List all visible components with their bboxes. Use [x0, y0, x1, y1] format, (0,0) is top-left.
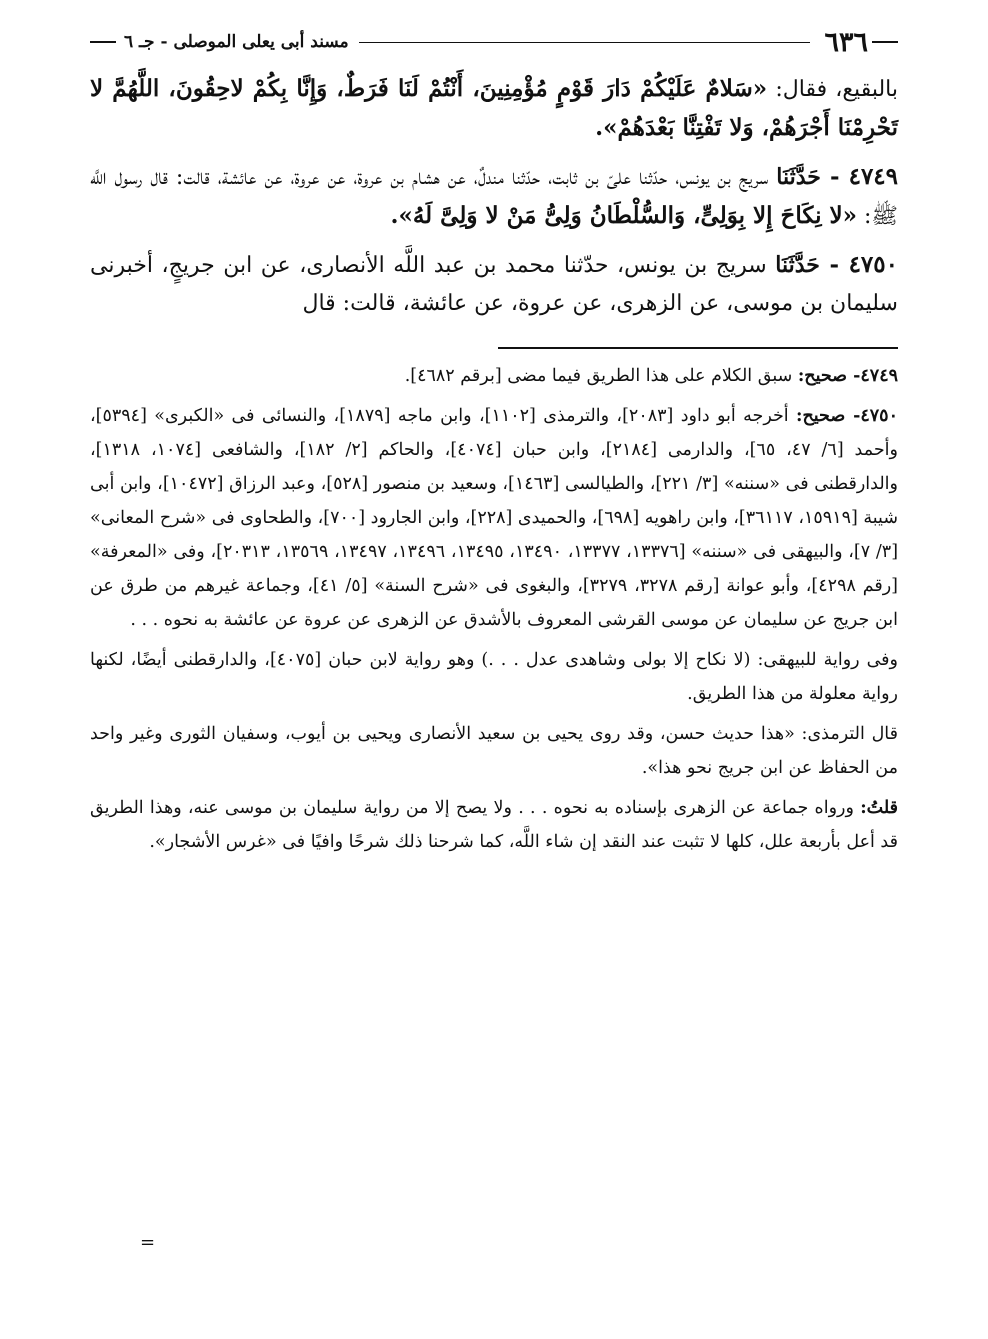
- page-header: [90, 22, 898, 62]
- hadith-number: ٤٧٤٩: [848, 163, 899, 190]
- haddathana: حَدَّثَنَا: [775, 252, 820, 278]
- footnote-label: ٤٧٥٠- صحيح:: [796, 406, 898, 426]
- hadith-4748-tail: [90, 70, 898, 148]
- footnotes: [90, 359, 898, 859]
- qultu-label: قلتُ:: [860, 798, 898, 818]
- hadith-intro: بالبقيع، فقال:: [767, 77, 898, 102]
- page-number: ٦٣٦: [824, 26, 868, 58]
- header-dash-end: [90, 41, 116, 43]
- hadith-dash: -: [820, 163, 849, 190]
- footnote-label: ٤٧٤٩- صحيح:: [797, 366, 898, 386]
- book-page: [90, 22, 898, 865]
- footnote-bayhaqi: وفى رواية للبيهقى: (لا نكاح إلا بولى وشاهدى عدل . . .) وهو رواية لابن حبان [٤٠٧٥]، والدارقطنى أيضًا، لكنها رواية معلولة من هذا الطريق.: [90, 650, 898, 704]
- footnote-qultu: [90, 791, 898, 859]
- qultu-text: ورواه جماعة عن الزهرى بإسناده به نحوه . . . ولا يصح إلا من رواية سليمان بن موسى عنه، وهذا الطريق قد أعل بأربعة علل، كلها لا تثبت عند النقد إن شاء اللَّه، كما شرحنا ذلك شرحًا وافيًا فى «غرس الأشجار».: [90, 798, 898, 852]
- footnote-4749: [90, 359, 898, 393]
- footnote-separator: [498, 347, 898, 349]
- hadith-4750: [90, 246, 898, 323]
- isnad: سريج بن يونس، حدّثنا علىّ بن ثابت، حدّثنا مندلٌ، عن هشام بن عروة، عن عروة، عن عائشة، قالت: قال رسول اللَّه ﷺ:: [90, 165, 898, 229]
- footnote-4750: [90, 399, 898, 637]
- haddathana: حَدَّثَنَا: [776, 164, 821, 190]
- prophetic-text: «سَلامٌ عَلَيْكُمْ دَارَ قَوْمٍ مُؤْمِنِينَ، أَنْتُمْ لَنَا فَرَطٌ، وَإِنَّا بِكُمْ لاحِقُونَ، اللَّهُمَّ لا تَحْرِمْنَا أَجْرَهُمْ، وَلا تَفْتِنَّا بَعْدَهُمْ».: [90, 75, 898, 141]
- prophetic-text: «لا نِكَاحَ إِلا بِوَلِىٍّ، وَالسُّلْطَانُ وَلِىُّ مَنْ لا وَلِىَّ لَهُ».: [390, 202, 858, 229]
- continuation-mark: =: [140, 1232, 156, 1253]
- footnote-text: أخرجه أبو داود [٢٠٨٣]، والترمذى [١١٠٢]، وابن ماجه [١٨٧٩]، والنسائى فى «الكبرى» [٥٣٩٤]، وأحمد [٦/ ٤٧، ٦٥]، والدارمى [٢١٨٤]، وابن حبان [٤٠٧٤]، والحاكم [٢/ ١٨٢]، والشافعى [١٠٧٤، ١٣١٨]، والدارقطنى فى «سننه» [٣/ ٢٢١]، والطيالسى [١٤٦٣]، وسعيد بن منصور [٥٢٨]، وعبد الرزاق [١٠٤٧٢]، وابن أبى شيبة [١٥٩١٩، ٣٦١١٧]، وابن راهويه [٦٩٨]، والحميدى [٢٢٨]، وابن الجارود [٧٠٠]، والطحاوى فى «شرح المعانى» [٣/ ٧]، والبيهقى فى «سننه» [١٣٣٧٦، ١٣٣٧٧، ١٣٤٩٠، ١٣٤٩٥، ١٣٤٩٦، ١٣٤٩٧، ١٣٥٦٩، ٢٠٣١٣]، وفى «المعرفة» [رقم ٤٢٩٨]، وأبو عوانة [رقم ٣٢٧٨، ٣٢٧٩]، والبغوى فى «شرح السنة» [٥/ ٤١]، وجماعة غيرهم من طرق عن ابن جريج عن سليمان عن موسى القرشى المعروف بالأشدق عن الزهرى عن عروة عن عائشة به نحوه . . .: [90, 406, 899, 630]
- header-dash: [872, 41, 898, 43]
- isnad: سريج بن يونس، حدّثنا محمد بن عبد اللَّه الأنصارى، عن ابن جريجٍ، أخبرنى سليمان بن موسى، عن الزهرى، عن عروة، عن عائشة، قالت: قال: [90, 253, 898, 316]
- hadith-number: ٤٧٥٠: [848, 251, 898, 278]
- main-text: [90, 70, 898, 323]
- header-rule: [359, 42, 811, 43]
- footnote-text: سبق الكلام على هذا الطريق فيما مضى [برقم ٤٦٨٢].: [404, 366, 798, 386]
- footnote-tirmidhi: قال الترمذى: «هذا حديث حسن، وقد روى يحيى بن سعيد الأنصارى ويحيى بن أيوب، وسفيان الثورى وغير واحد من الحفاظ عن ابن جريج نحو هذا».: [90, 724, 898, 778]
- hadith-4749: [90, 158, 898, 236]
- hadith-dash: -: [819, 251, 849, 278]
- running-title: مسند أبى يعلى الموصلى - جـ ٦: [124, 32, 349, 52]
